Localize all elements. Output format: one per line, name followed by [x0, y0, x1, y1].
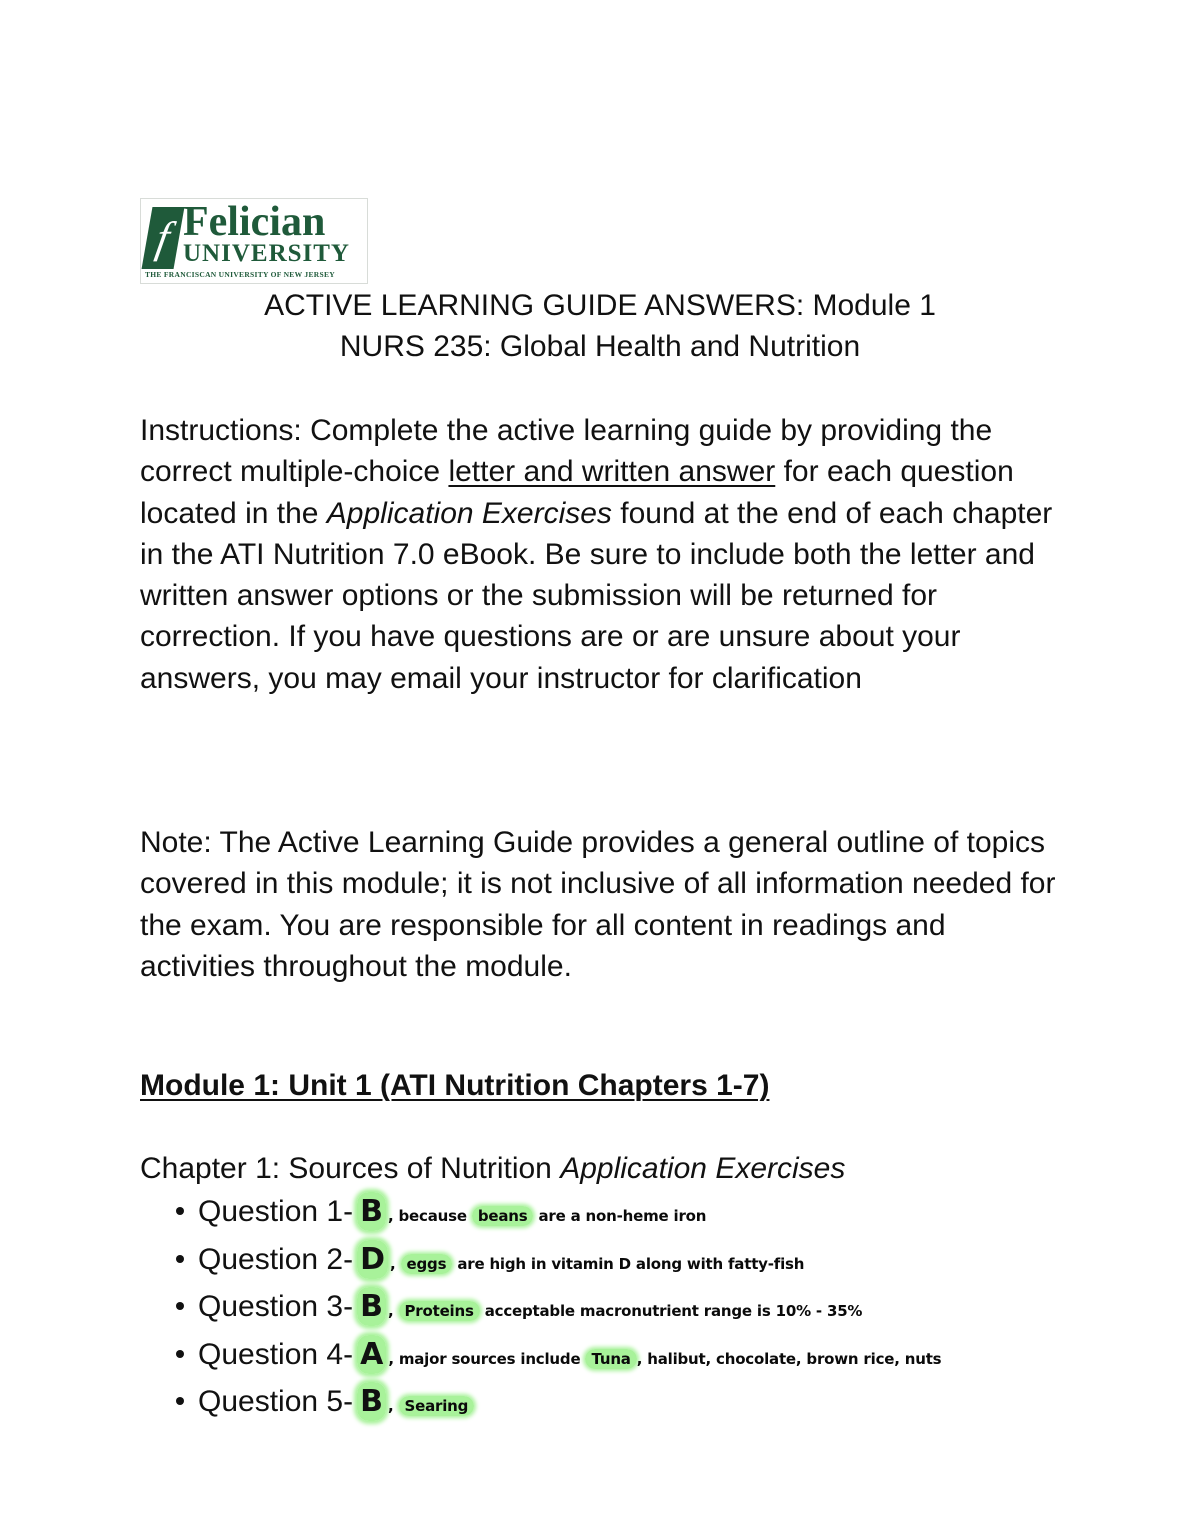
- list-item: [176, 1378, 941, 1426]
- chapter-heading: Chapter 1: Sources of Nutrition Application Exercises: [140, 1152, 846, 1185]
- bullet-icon: [176, 1255, 184, 1263]
- unit-heading: Module 1: Unit 1 (ATI Nutrition Chapters 1-7): [140, 1069, 770, 1102]
- bullet-icon: [176, 1350, 184, 1358]
- answer-letter: B: [357, 1287, 386, 1326]
- answer-letter: B: [357, 1382, 386, 1421]
- document-title: ACTIVE LEARNING GUIDE ANSWERS: Module 1: [264, 289, 936, 322]
- question-list: [176, 1188, 941, 1426]
- handwritten-answer: , eggs are high in vitamin D along with fatty-fish: [390, 1254, 805, 1273]
- course-title: NURS 235: Global Health and Nutrition: [339, 330, 861, 363]
- logo-tagline: THE FRANCISCAN UNIVERSITY OF NEW JERSEY: [145, 270, 335, 279]
- answer-letter: B: [357, 1192, 386, 1231]
- list-item: [176, 1188, 941, 1236]
- instructions-paragraph: Instructions: Complete the active learning guide by providing the correct multiple-choice letter and written answer for each question located in the Application Exercises found at the end of each chapter in the ATI Nutrition 7.0 eBook. Be sure to include both the letter and written answer options or the submission will be returned for correction. If you have questions are or are unsure about your answers, you may email your instructor for clarification: [140, 414, 1053, 695]
- question-label: Question 2-: [198, 1242, 354, 1276]
- handwritten-answer: , Searing: [388, 1397, 474, 1415]
- list-item: [176, 1236, 941, 1284]
- logo-subtitle: UNIVERSITY: [183, 240, 350, 267]
- university-logo: [140, 198, 368, 284]
- logo-name: Felician: [183, 199, 326, 245]
- answer-letter: A: [357, 1335, 386, 1374]
- list-item: [176, 1283, 941, 1331]
- question-label: Question 1-: [198, 1195, 354, 1228]
- underlined-requirement: letter and written answer: [448, 455, 776, 489]
- bullet-icon: [176, 1302, 184, 1310]
- handwritten-answer: , because beans are a non-heme iron: [387, 1207, 707, 1225]
- note-paragraph: Note: The Active Learning Guide provides a general outline of topics covered in this module; it is not inclusive of all information needed for the exam. You are responsible for all content in readings and activities throughout the module.: [140, 826, 1056, 983]
- handwritten-answer: , major sources include Tuna , halibut, chocolate, brown rice, nuts: [388, 1349, 942, 1368]
- answer-letter: D: [357, 1240, 388, 1279]
- bullet-icon: [176, 1397, 184, 1405]
- list-item: [176, 1331, 941, 1379]
- question-label: Question 5-: [198, 1385, 354, 1418]
- question-label: Question 3-: [198, 1290, 354, 1323]
- logo-mark-icon: f: [142, 207, 185, 269]
- handwritten-answer: , Proteins acceptable macronutrient range is 10% - 35%: [387, 1302, 863, 1320]
- bullet-icon: [176, 1207, 184, 1215]
- italic-application-exercises: Application Exercises: [326, 496, 612, 530]
- question-label: Question 4-: [198, 1337, 354, 1371]
